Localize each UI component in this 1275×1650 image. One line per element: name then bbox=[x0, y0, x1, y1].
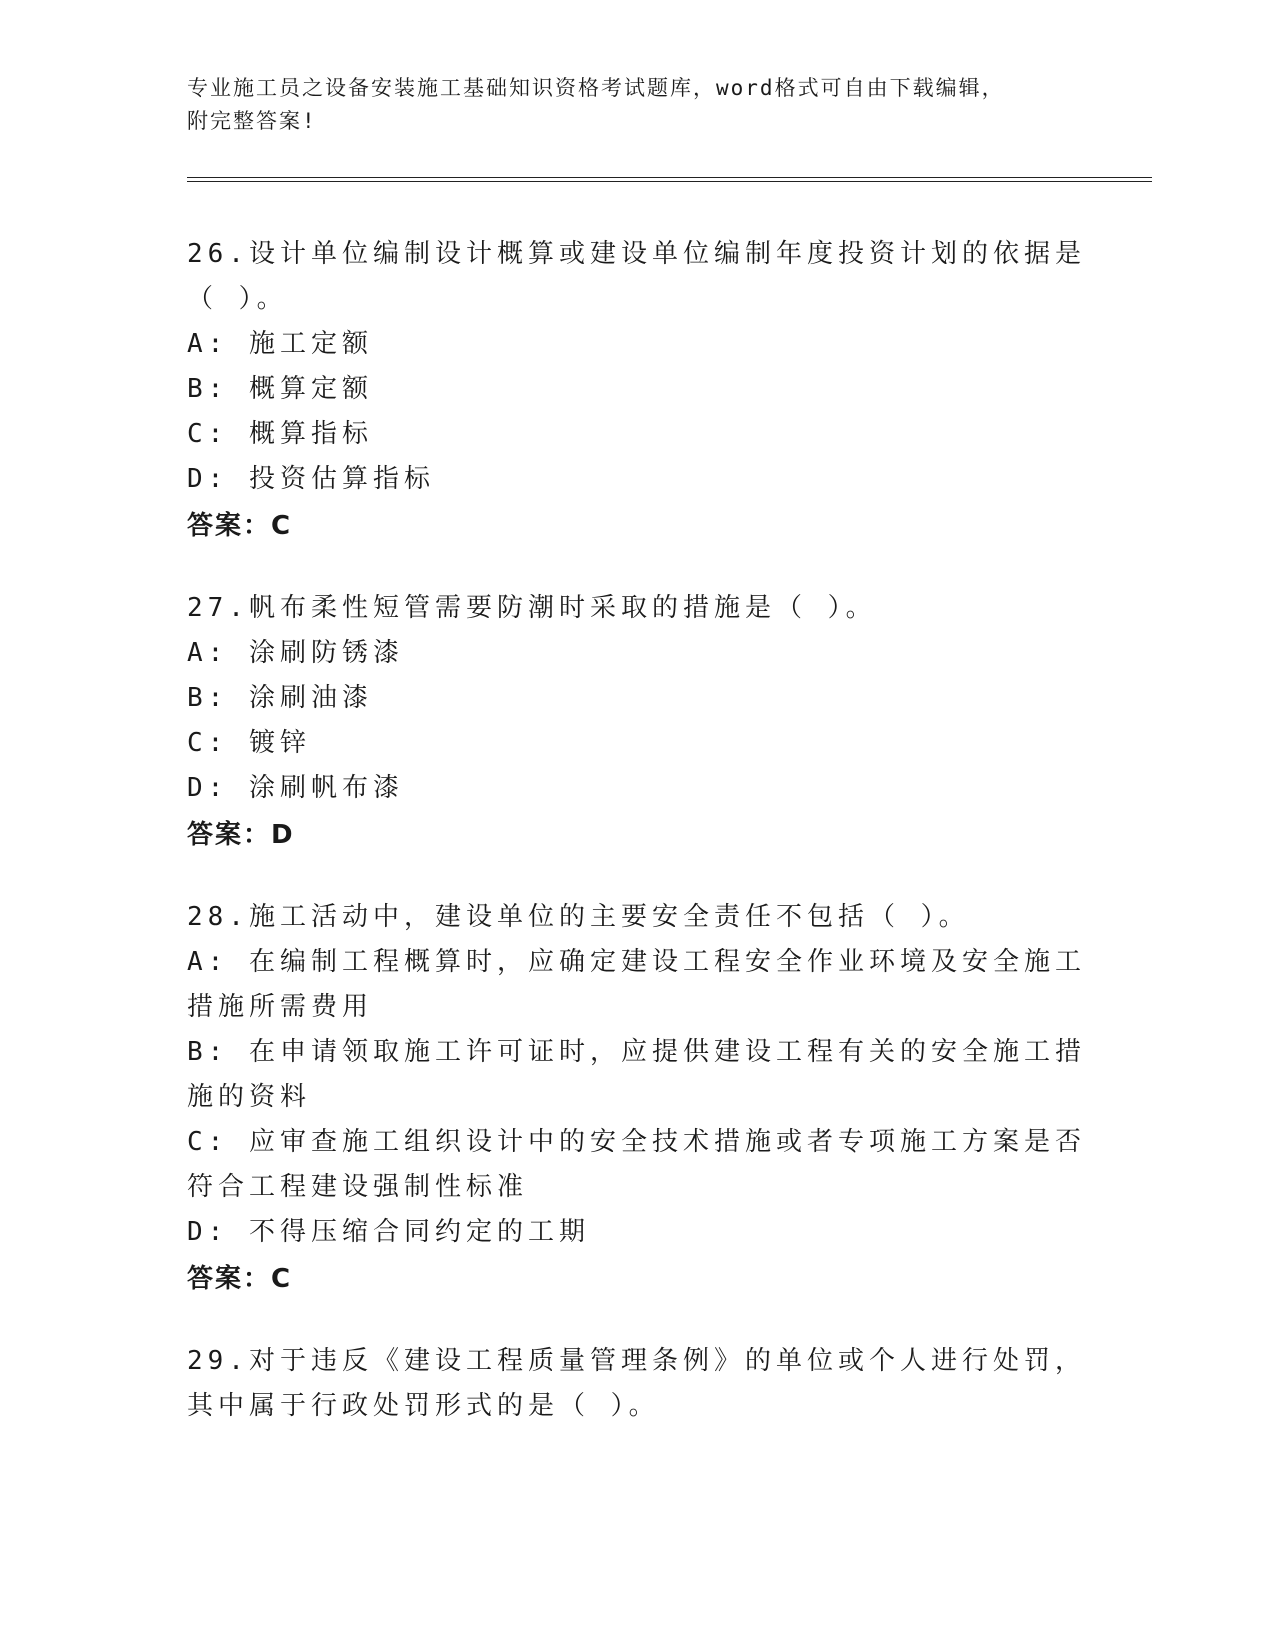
header-line-2: 附完整答案! bbox=[187, 109, 317, 133]
question-26 bbox=[187, 232, 1087, 550]
option-c: C: 应审查施工组织设计中的安全技术措施或者专项施工方案是否符合工程建设强制性标准 bbox=[187, 1127, 1086, 1202]
answer: 答案：C bbox=[187, 511, 293, 541]
option-a: A: 施工定额 bbox=[187, 329, 373, 359]
option-a: A: 在编制工程概算时，应确定建设工程安全作业环境及安全施工措施所需费用 bbox=[187, 947, 1086, 1022]
question-text: 27.帆布柔性短管需要防潮时采取的措施是（ ）。 bbox=[187, 593, 877, 623]
option-b: B: 在申请领取施工许可证时，应提供建设工程有关的安全施工措施的资料 bbox=[187, 1037, 1086, 1112]
option-d: D: 投资估算指标 bbox=[187, 464, 435, 494]
header-line-1: 专业施工员之设备安装施工基础知识资格考试题库，word格式可自由下载编辑， bbox=[187, 76, 1005, 100]
option-c: C: 概算指标 bbox=[187, 419, 373, 449]
header-double-rule bbox=[187, 177, 1152, 182]
document-header bbox=[187, 72, 1067, 138]
question-28 bbox=[187, 895, 1087, 1303]
question-29 bbox=[187, 1339, 1087, 1429]
option-c: C: 镀锌 bbox=[187, 728, 311, 758]
question-text: 29.对于违反《建设工程质量管理条例》的单位或个人进行处罚，其中属于行政处罚形式的是（ ）。 bbox=[187, 1346, 1086, 1421]
option-b: B: 涂刷油漆 bbox=[187, 683, 373, 713]
question-list bbox=[187, 232, 1087, 1465]
answer: 答案：D bbox=[187, 820, 295, 850]
question-27 bbox=[187, 586, 1087, 859]
question-text: 26.设计单位编制设计概算或建设单位编制年度投资计划的依据是（ ）。 bbox=[187, 239, 1086, 314]
option-d: D: 涂刷帆布漆 bbox=[187, 773, 404, 803]
answer: 答案：C bbox=[187, 1264, 293, 1294]
option-d: D: 不得压缩合同约定的工期 bbox=[187, 1217, 590, 1247]
option-a: A: 涂刷防锈漆 bbox=[187, 638, 404, 668]
option-b: B: 概算定额 bbox=[187, 374, 373, 404]
question-text: 28.施工活动中，建设单位的主要安全责任不包括（ ）。 bbox=[187, 902, 970, 932]
